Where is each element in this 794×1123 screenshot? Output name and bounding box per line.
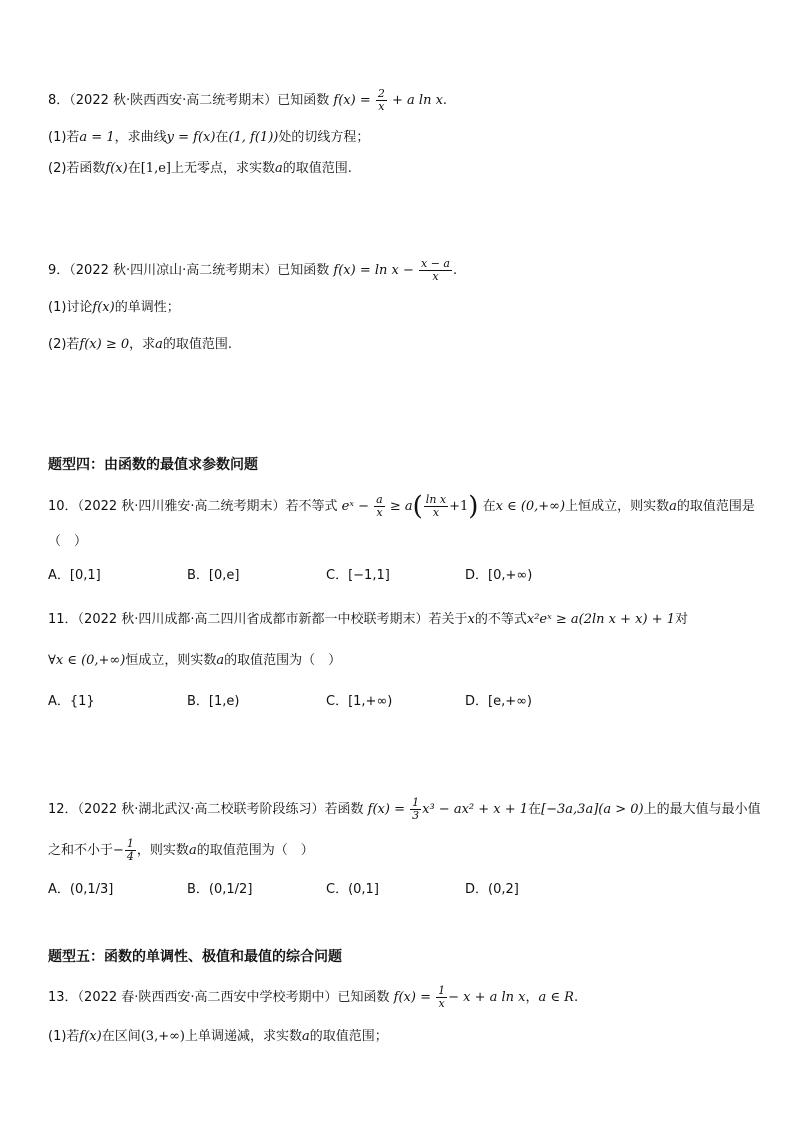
q8-part2: (2)若函数f(x)在[1,e]上无零点，求实数a的取值范围. bbox=[48, 161, 352, 176]
q11-option-a[interactable]: A．{1} bbox=[48, 694, 95, 709]
q9-part1: (1)讨论f(x)的单调性； bbox=[48, 300, 180, 315]
q10-option-c[interactable]: C．[−1,1] bbox=[326, 568, 390, 583]
q8-line: 8．（2022 秋·陕西西安·高二统考期末）已知函数 f(x) = $\frac{2}{x}$ + a ln x. bbox=[48, 87, 448, 113]
q8-func: f(x) = bbox=[333, 93, 371, 108]
q8-func-tail: + a ln x bbox=[392, 93, 443, 108]
q12-line2: 之和不小于− $\frac{1}{4}$ ，则实数a的取值范围为（ ） bbox=[48, 837, 314, 863]
q12-option-b[interactable]: B．(0,1/2] bbox=[187, 882, 253, 897]
q13-part1: (1)若f(x)在区间(3,+∞)上单调递减，求实数a的取值范围； bbox=[48, 1029, 388, 1044]
q9-fraction: $\frac{x - a}{x}$ bbox=[421, 257, 450, 283]
q10-fraction-a: $\frac{a}{x}$ bbox=[376, 493, 383, 519]
q10-option-b[interactable]: B．[0,e] bbox=[187, 568, 240, 583]
q8-part1: (1)若a = 1，求曲线y = f(x)在(1, f(1))处的切线方程； bbox=[48, 130, 370, 145]
q13-line: 13．（2022 春·陕西西安·高二西安中学校考期中）已知函数 f(x) = $\frac{1}{x}$ − x + a ln x，a ∈ R. bbox=[48, 984, 579, 1010]
q11-option-c[interactable]: C．[1,+∞) bbox=[326, 694, 393, 709]
q10-paren: （ ） bbox=[48, 534, 88, 549]
q12-option-a[interactable]: A．(0,1/3] bbox=[48, 882, 114, 897]
q10-line: 10．（2022 秋·四川雅安·高二统考期末）若不等式 eˣ − $\frac{a}{x}$ ≥ a( $\frac{\text{ln x}}{x}$ +1) 在x ∈ (0,+∞)上恒成立，则实数a的取值范围是 bbox=[48, 491, 755, 522]
q12-fraction-quarter: $\frac{1}{4}$ bbox=[126, 837, 134, 863]
q13-fraction: $\frac{1}{x}$ bbox=[438, 984, 446, 1010]
q10-option-d[interactable]: D．[0,+∞) bbox=[465, 568, 533, 583]
q11-line2: ∀x ∈ (0,+∞)恒成立，则实数a的取值范围为（ ） bbox=[48, 653, 342, 668]
q11-option-d[interactable]: D．[e,+∞) bbox=[465, 694, 533, 709]
section-heading-5: 题型五：函数的单调性、极值和最值的综合问题 bbox=[48, 949, 342, 965]
q9-head: 9．（2022 秋·四川凉山·高二统考期末）已知函数 bbox=[48, 263, 330, 278]
q9-func: f(x) = ln x − bbox=[333, 263, 414, 278]
q9-line: 9．（2022 秋·四川凉山·高二统考期末）已知函数 f(x) = ln x − $\frac{x - a}{x}$ . bbox=[48, 257, 458, 283]
q9-part2: (2)若f(x) ≥ 0，求a的取值范围. bbox=[48, 337, 233, 352]
q11-option-b[interactable]: B．[1,e) bbox=[187, 694, 240, 709]
q10-fraction-lnx: $\frac{\text{ln x}}{x}$ bbox=[425, 493, 447, 519]
q8-head: 8．（2022 秋·陕西西安·高二统考期末）已知函数 bbox=[48, 93, 330, 108]
q10-option-a[interactable]: A．[0,1] bbox=[48, 568, 101, 583]
q8-fraction: $\frac{2}{x}$ bbox=[377, 87, 385, 113]
q12-fraction: $\frac{1}{3}$ bbox=[412, 796, 420, 822]
q12-option-d[interactable]: D．(0,2] bbox=[465, 882, 519, 897]
q12-option-c[interactable]: C．(0,1] bbox=[326, 882, 379, 897]
section-heading-4: 题型四：由函数的最值求参数问题 bbox=[48, 457, 258, 473]
q11-line: 11．（2022 秋·四川成都·高二四川省成都市新都一中校联考期末）若关于x的不等式x²eˣ ≥ a(2ln x + x) + 1对 bbox=[48, 612, 688, 627]
q12-line: 12．（2022 秋·湖北武汉·高二校联考阶段练习）若函数 f(x) = $\frac{1}{3}$ x³ − ax² + x + 1在[−3a,3a](a > 0)上的最大值与最小值 bbox=[48, 796, 761, 822]
